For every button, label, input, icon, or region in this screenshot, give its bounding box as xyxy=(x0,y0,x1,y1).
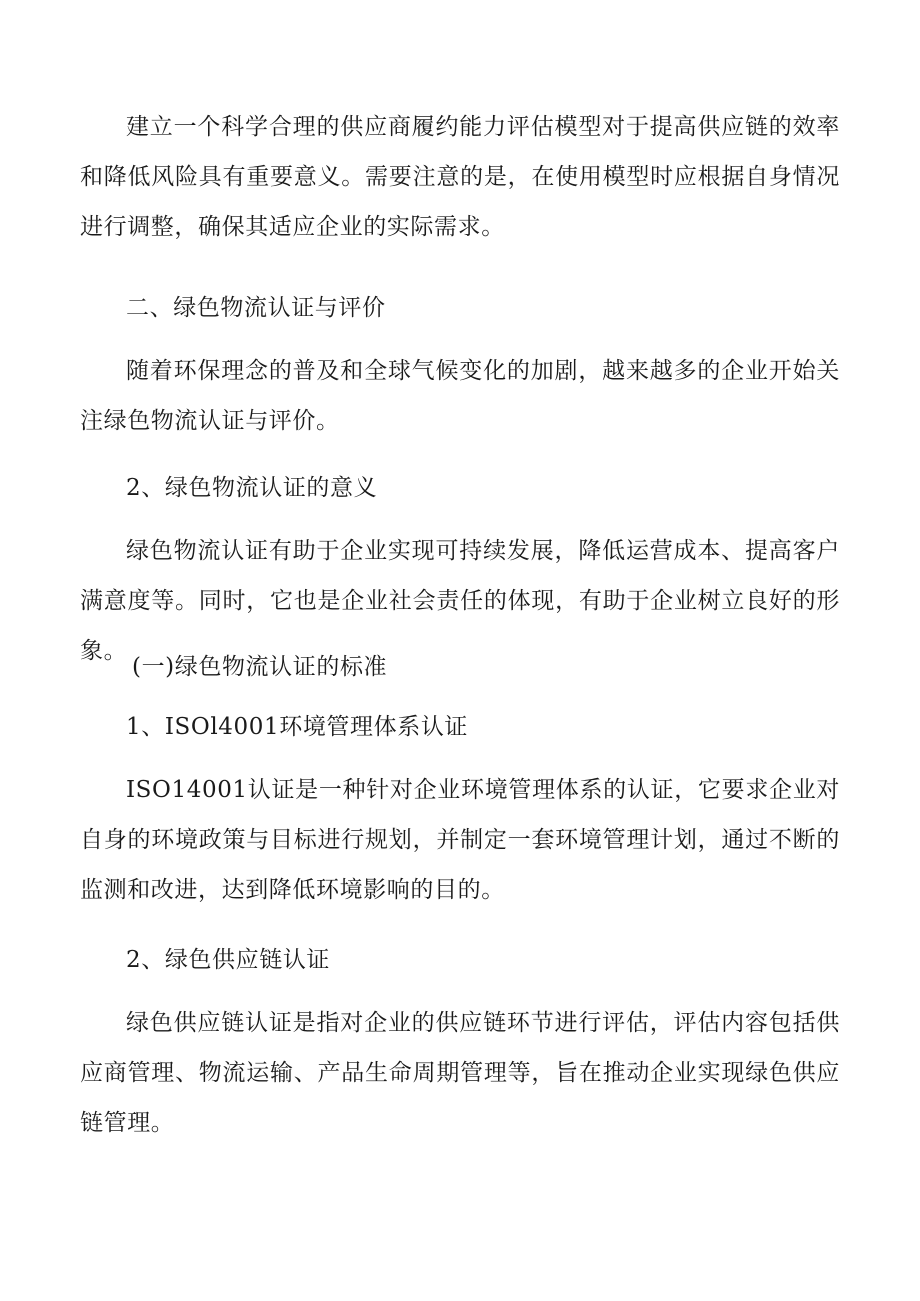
paragraph-iso14001-description: ISO14001认证是一种针对企业环境管理体系的认证，它要求企业对自身的环境政策与目标进行规划，并制定一套环境管理计划，通过不断的监测和改进，达到降低环境影响的目的。 xyxy=(80,777,840,903)
subheading-green-supply-chain: 2、绿色供应链认证 xyxy=(126,947,331,973)
section-heading-green-logistics: 二、绿色物流认证与评价 xyxy=(126,295,386,321)
paragraph-supplier-model: 建立一个科学合理的供应商履约能力评估模型对于提高供应链的效率和降低风险具有重要意义。需要注意的是，在使用模型时应根据自身情况进行调整，确保其适应企业的实际需求。 xyxy=(80,114,840,240)
subheading-certification-significance: 2、绿色物流认证的意义 xyxy=(126,475,378,501)
paragraph-environmental-awareness: 随着环保理念的普及和全球气候变化的加剧，越来越多的企业开始关注绿色物流认证与评价。 xyxy=(80,358,840,434)
paragraph-green-supply-chain-description: 绿色供应链认证是指对企业的供应链环节进行评估，评估内容包括供应商管理、物流运输、产品生命周期管理等，旨在推动企业实现绿色供应链管理。 xyxy=(80,1010,840,1136)
subheading-iso14001: 1、ISOl4001环境管理体系认证 xyxy=(126,714,469,740)
subheading-certification-standards: (一)绿色物流认证的标准 xyxy=(132,654,388,680)
paragraph-certification-benefits: 绿色物流认证有助于企业实现可持续发展，降低运营成本、提高客户满意度等。同时，它也是企业社会责任的体现，有助于企业树立良好的形象。 xyxy=(80,538,840,664)
